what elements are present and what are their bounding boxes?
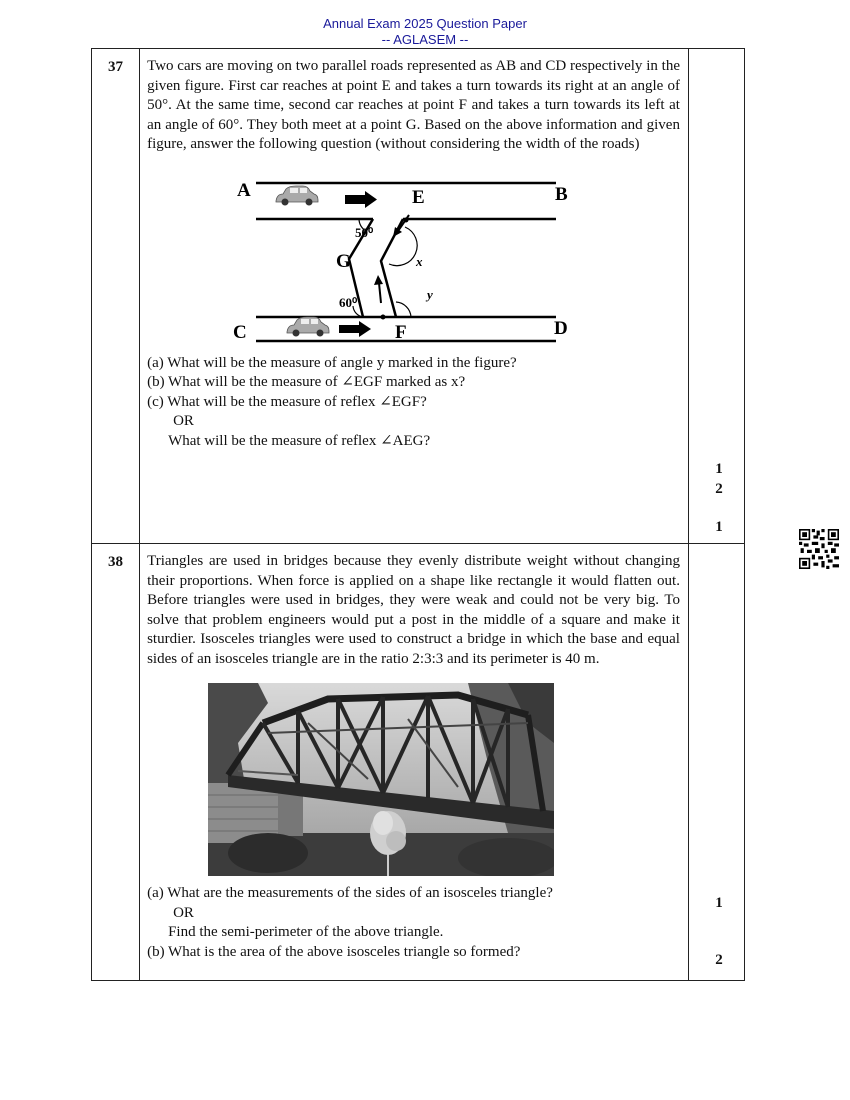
roads-figure [221,169,591,344]
or-label-37: OR [173,413,194,429]
question-37c-alt: What will be the measure of reflex ∠AEG? [168,432,431,449]
marks-column-37 [688,49,744,544]
arrow-right-top [345,191,377,208]
question-paragraph: Triangles are used in bridges because they evenly distribute weight without changing their proportions. When force is applied on a shape like rectangle it would flatten out. Before triangles were used in bridges, they were weak and could not be very big. To solve that problem engineers would put a post in the middle of a square and make it sturdier. Isosceles triangles were used to construct a bridge in which the base and equal sides of an isosceles triangle are in the ratio 2:3:3 and its perimeter is 40 m. [147,553,680,667]
car-icon-bottom [287,317,329,337]
question-37a: (a) What will be the measure of angle y marked in the figure? [147,354,517,371]
question-38a: (a) What are the measurements of the sides of an isosceles triangle? [147,885,553,901]
header-title: Annual Exam 2025 Question Paper [323,16,527,31]
label-x: x [416,253,423,269]
or-label-38: OR [173,904,194,921]
mark-37b: 2 [715,481,723,497]
question-paragraph: Two cars are moving on two parallel roads represented as AB and CD respectively in the given figure. First car reaches at point E and takes a turn towards its right at an angle of 50°. At the same time, second car reaches at point F and takes a turn towards its left at an angle of 60°. They both meet at a point G. Based on the above information and given figure, answer the following question (without considering the width of the roads) [147,58,680,152]
label-f: F [395,321,407,343]
question-38b: (b) What is the area of the above isosceles triangle so formed? [147,943,521,960]
bridge-photo [208,683,554,876]
label-d: D [554,317,568,339]
question-table [91,48,745,981]
question-row-37 [92,49,745,544]
marks-column-38 [688,544,744,981]
label-angle-50: 50⁰ [355,224,374,240]
label-a: A [237,179,251,201]
question-row-38 [92,544,745,981]
question-body [140,49,689,544]
label-c: C [233,321,247,343]
page-header [0,16,850,48]
header-watermark: -- AGLASEM -- [381,32,469,47]
question-37c: (c) What will be the measure of reflex ∠EGF? [147,393,427,410]
mark-37c: 1 [715,519,723,535]
question-38a-alt: Find the semi-perimeter of the above triangle. [168,924,444,940]
car-icon-top [276,186,318,206]
question-body [140,544,689,981]
arrow-right-bottom [339,321,371,337]
label-angle-60: 60⁰ [339,294,358,310]
label-y: y [427,286,433,302]
arrow-turn-f [374,275,383,303]
question-37b: (b) What will be the measure of ∠EGF marked as x? [147,374,466,390]
label-b: B [555,183,568,205]
qr-code-icon[interactable] [799,529,839,569]
mark-37a: 1 [715,461,723,477]
question-number: 38 [92,544,140,981]
question-number: 37 [92,49,140,544]
label-g: G [336,250,351,272]
label-e: E [412,186,425,208]
mark-38a: 1 [715,895,723,911]
mark-38b: 2 [715,952,723,968]
